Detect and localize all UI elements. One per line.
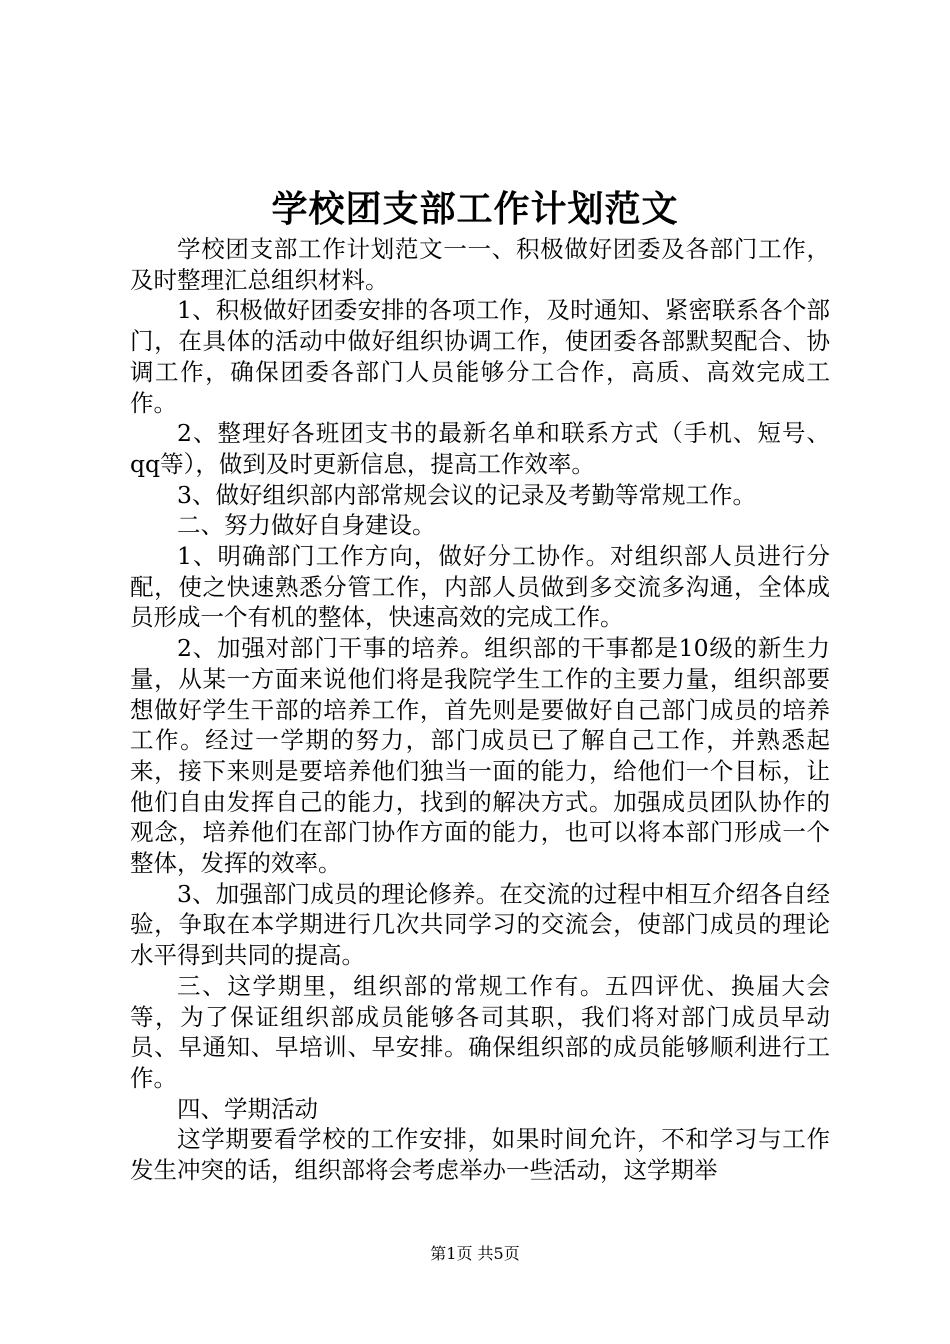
paragraph: 四、学期活动	[177, 1094, 318, 1123]
paragraph: 3、做好组织部内部常规会议的记录及考勤等常规工作。	[177, 480, 756, 509]
paragraph: 2、加强对部门干事的培养。组织部的干事都是10级的新生力量，从某一方面来说他们将是我院学生工作的主要力量，组织部要想做好学生干部的培养工作，首先则是要做好自己部门成员的培养工作。经过一学期的努力，部门成员已了解自己工作，并熟悉起来，接下来则是要培养他们独当一面的能力，给他们一个目标，让他们自由发挥自己的能力，找到的解决方式。加强成员团队协作的观念，培养他们在部门协作方面的能力，也可以将本部门形成一个整体，发挥的效率。	[130, 634, 830, 878]
document-body	[130, 234, 830, 1186]
paragraph: 3、加强部门成员的理论修养。在交流的过程中相互介绍各自经验，争取在本学期进行几次共同学习的交流会，使部门成员的理论水平得到共同的提高。	[130, 879, 830, 970]
paragraph: 这学期要看学校的工作安排，如果时间允许，不和学习与工作发生冲突的话，组织部将会考虑举办一些活动，这学期举	[130, 1125, 830, 1185]
paragraph: 二、努力做好自身建设。	[177, 511, 436, 540]
page-number-footer: 第1页 共5页	[430, 1244, 520, 1263]
document-title: 学校团支部工作计划范文	[271, 188, 679, 230]
paragraph: 三、这学期里，组织部的常规工作有。五四评优、换届大会等，为了保证组织部成员能够各司其职，我们将对部门成员早动员、早通知、早培训、早安排。确保组织部的成员能够顺利进行工作。	[130, 971, 830, 1092]
paragraph: 学校团支部工作计划范文一一、积极做好团委及各部门工作，及时整理汇总组织材料。	[130, 235, 830, 294]
paragraph: 1、明确部门工作方向，做好分工协作。对组织部人员进行分配，使之快速熟悉分管工作，内部人员做到多交流多沟通，全体成员形成一个有机的整体，快速高效的完成工作。	[130, 542, 830, 632]
paragraph: 1、积极做好团委安排的各项工作，及时通知、紧密联系各个部门，在具体的活动中做好组织协调工作，使团委各部默契配合、协调工作，确保团委各部门人员能够分工合作，高质、高效完成工作。	[130, 296, 830, 417]
paragraph: 2、整理好各班团支书的最新名单和联系方式（手机、短号、qq等），做到及时更新信息，提高工作效率。	[130, 419, 830, 478]
